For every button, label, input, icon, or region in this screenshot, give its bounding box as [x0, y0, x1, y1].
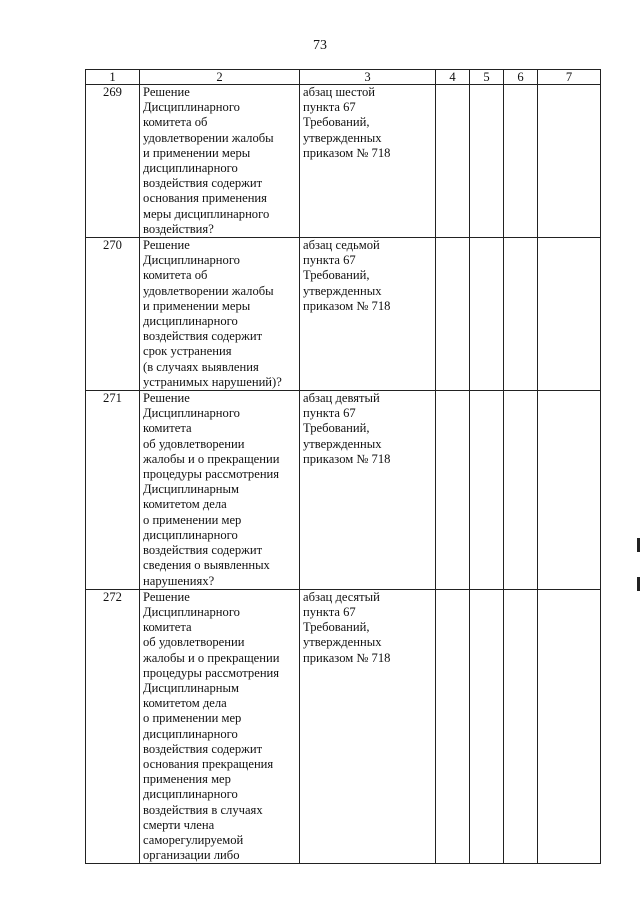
answer-no-cell — [470, 85, 504, 238]
question-line: смерти члена — [143, 817, 215, 832]
question-cell — [140, 238, 300, 391]
reference-line: пункта 67 — [303, 253, 356, 268]
question-line: комитета — [143, 620, 192, 635]
row-number: 271 — [86, 391, 140, 590]
reference-line: приказом № 718 — [303, 145, 391, 160]
question-line: комитетом дела — [143, 696, 227, 711]
question-line: об удовлетворении — [143, 436, 245, 451]
question-line: об удовлетворении — [143, 635, 245, 650]
question-line: Дисциплинарного — [143, 604, 240, 619]
question-line: Решение — [143, 589, 190, 604]
question-line: жалобы и о прекращении — [143, 451, 280, 466]
question-line: сведения о выявленных — [143, 558, 270, 573]
reference-line: абзац седьмой — [303, 238, 380, 253]
reference-line: пункта 67 — [303, 604, 356, 619]
not-applicable-cell — [504, 391, 538, 590]
reference-line: абзац девятый — [303, 391, 380, 406]
notes-cell — [538, 391, 601, 590]
not-applicable-cell — [504, 238, 538, 391]
reference-line: приказом № 718 — [303, 298, 391, 313]
answer-yes-cell — [436, 391, 470, 590]
question-line: процедуры рассмотрения — [143, 665, 280, 680]
question-line: воздействия содержит — [143, 543, 263, 558]
question-line: организации либо — [143, 848, 240, 863]
answer-yes-cell — [436, 589, 470, 864]
question-line: комитета об — [143, 268, 208, 283]
question-line: комитета — [143, 421, 192, 436]
question-line: дисциплинарного — [143, 314, 238, 329]
reference-line: пункта 67 — [303, 100, 356, 115]
reference-cell — [300, 589, 436, 864]
reference-line: абзац десятый — [303, 589, 380, 604]
question-line: Решение — [143, 238, 190, 253]
not-applicable-cell — [504, 589, 538, 864]
not-applicable-cell — [504, 85, 538, 238]
question-line: (в случаях выявления — [143, 359, 259, 374]
reference-line: пункта 67 — [303, 406, 356, 421]
question-line: Дисциплинарного — [143, 100, 240, 115]
question-line: дисциплинарного — [143, 161, 238, 176]
question-cell — [140, 85, 300, 238]
question-line: Дисциплинарного — [143, 406, 240, 421]
answer-no-cell — [470, 238, 504, 391]
answer-no-cell — [470, 391, 504, 590]
question-line: комитета об — [143, 115, 208, 130]
notes-cell — [538, 589, 601, 864]
question-line: жалобы и о прекращении — [143, 650, 280, 665]
question-cell — [140, 589, 300, 864]
notes-cell — [538, 238, 601, 391]
question-line: дисциплинарного — [143, 726, 238, 741]
question-line: воздействия содержит — [143, 329, 263, 344]
row-number: 270 — [86, 238, 140, 391]
question-line: воздействия содержит — [143, 176, 263, 191]
question-line: дисциплинарного — [143, 527, 238, 542]
reference-line: утвержденных — [303, 635, 382, 650]
column-header-7: 7 — [538, 70, 601, 85]
requirements-table — [85, 69, 601, 864]
reference-line: Требований, — [303, 115, 370, 130]
question-line: устранимых нарушений)? — [143, 374, 282, 389]
row-number: 269 — [86, 85, 140, 238]
header-row — [86, 70, 601, 85]
column-header-4: 4 — [436, 70, 470, 85]
question-line: меры дисциплинарного — [143, 206, 270, 221]
column-header-5: 5 — [470, 70, 504, 85]
question-line: воздействия содержит — [143, 741, 263, 756]
question-line: основания прекращения — [143, 756, 274, 771]
answer-no-cell — [470, 589, 504, 864]
question-line: саморегулируемой — [143, 832, 244, 847]
question-line: основания применения — [143, 191, 267, 206]
question-line: воздействия? — [143, 221, 214, 236]
column-header-1: 1 — [86, 70, 140, 85]
reference-line: Требований, — [303, 421, 370, 436]
question-cell — [140, 391, 300, 590]
table-row — [86, 589, 601, 864]
answer-yes-cell — [436, 85, 470, 238]
question-line: воздействия в случаях — [143, 802, 263, 817]
reference-line: утвержденных — [303, 436, 382, 451]
reference-line: Требований, — [303, 620, 370, 635]
reference-line: абзац шестой — [303, 85, 376, 99]
question-line: применения мер — [143, 772, 231, 787]
reference-line: приказом № 718 — [303, 451, 391, 466]
question-line: нарушениях? — [143, 573, 215, 588]
page-number: 73 — [313, 38, 327, 53]
question-line: дисциплинарного — [143, 787, 238, 802]
question-line: и применении меры — [143, 298, 251, 313]
reference-cell — [300, 238, 436, 391]
row-number: 272 — [86, 589, 140, 864]
column-header-3: 3 — [300, 70, 436, 85]
reference-line: Требований, — [303, 268, 370, 283]
question-line: срок устранения — [143, 344, 232, 359]
table-row — [86, 85, 601, 238]
question-line: комитетом дела — [143, 497, 227, 512]
table-row — [86, 238, 601, 391]
question-line: Решение — [143, 85, 190, 99]
table-row — [86, 391, 601, 590]
question-line: Дисциплинарным — [143, 482, 239, 497]
reference-line: утвержденных — [303, 283, 382, 298]
question-line: Дисциплинарным — [143, 680, 239, 695]
column-header-2: 2 — [140, 70, 300, 85]
question-line: о применении мер — [143, 711, 242, 726]
question-line: удовлетворении жалобы — [143, 130, 274, 145]
question-line: Решение — [143, 391, 190, 406]
question-line: и применении меры — [143, 145, 251, 160]
question-line: процедуры рассмотрения — [143, 467, 280, 482]
column-header-6: 6 — [504, 70, 538, 85]
question-line: Дисциплинарного — [143, 253, 240, 268]
question-line: о применении мер — [143, 512, 242, 527]
answer-yes-cell — [436, 238, 470, 391]
notes-cell — [538, 85, 601, 238]
reference-cell — [300, 85, 436, 238]
reference-line: утвержденных — [303, 130, 382, 145]
reference-cell — [300, 391, 436, 590]
question-line: удовлетворении жалобы — [143, 283, 274, 298]
reference-line: приказом № 718 — [303, 650, 391, 665]
